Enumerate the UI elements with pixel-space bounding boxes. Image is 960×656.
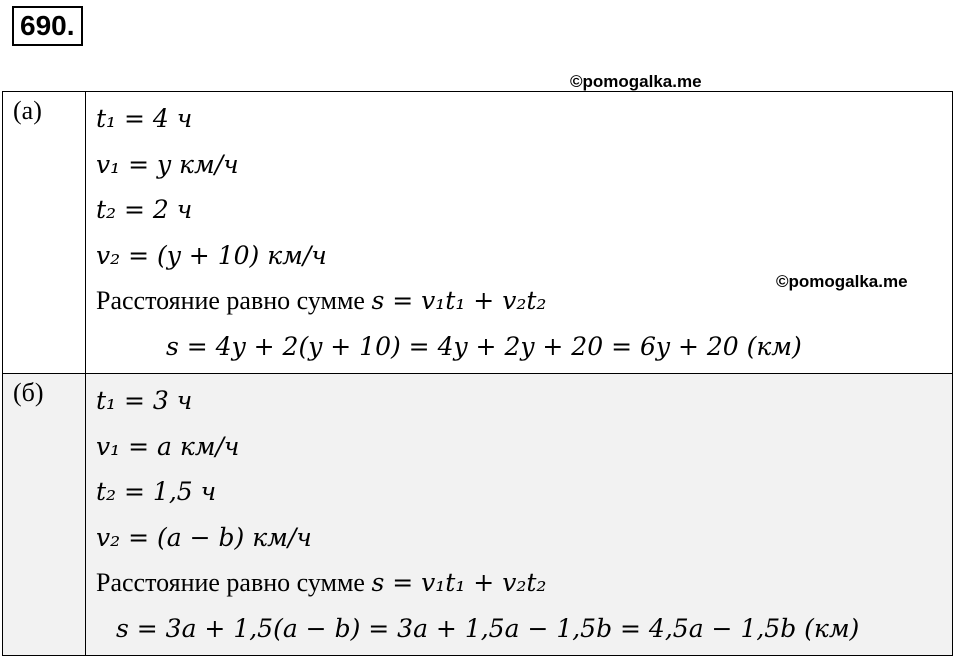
given-line <box>96 96 952 142</box>
formula: t₁ = 3 ч <box>96 386 193 415</box>
formula: t₁ = 4 ч <box>96 104 193 133</box>
formula: s = 4y + 2(y + 10) = 4y + 2y + 20 = 6y + 20 (км) <box>166 331 802 361</box>
part-b-row <box>3 374 953 656</box>
formula: v₂ = (a − b) км/ч <box>96 522 312 552</box>
given-line <box>96 469 952 515</box>
result-line <box>96 324 952 370</box>
formula: v₂ = (y + 10) км/ч <box>96 240 327 270</box>
given-line <box>96 378 952 424</box>
watermark: ©pomogalka.me <box>776 272 908 291</box>
statement-line <box>96 278 952 324</box>
part-content <box>86 92 953 374</box>
formula: t₂ = 2 ч <box>96 195 193 224</box>
watermark: ©pomogalka.me <box>570 72 702 91</box>
part-label: (б) <box>3 374 86 656</box>
formula: t₂ = 1,5 ч <box>96 477 217 506</box>
formula: s = 3a + 1,5(a − b) = 3a + 1,5a − 1,5b = 4,5a − 1,5b (км) <box>116 613 860 643</box>
given-line <box>96 515 952 561</box>
problem-number: 690. <box>12 6 83 46</box>
given-line <box>96 233 952 279</box>
formula: s = v₁t₁ + v₂t₂ <box>371 568 547 597</box>
given-line <box>96 142 952 188</box>
statement-text: Расстояние равно сумме <box>96 286 372 315</box>
result-line <box>96 606 952 652</box>
statement-text: Расстояние равно сумме <box>96 568 372 597</box>
part-label: (а) <box>3 92 86 374</box>
statement-line <box>96 560 952 606</box>
formula: s = v₁t₁ + v₂t₂ <box>371 286 547 315</box>
given-line <box>96 424 952 470</box>
given-line <box>96 187 952 233</box>
solution-table <box>2 91 953 656</box>
formula: v₁ = y км/ч <box>96 149 239 179</box>
formula: v₁ = a км/ч <box>96 431 240 461</box>
part-a-row <box>3 92 953 374</box>
part-content <box>86 374 953 656</box>
